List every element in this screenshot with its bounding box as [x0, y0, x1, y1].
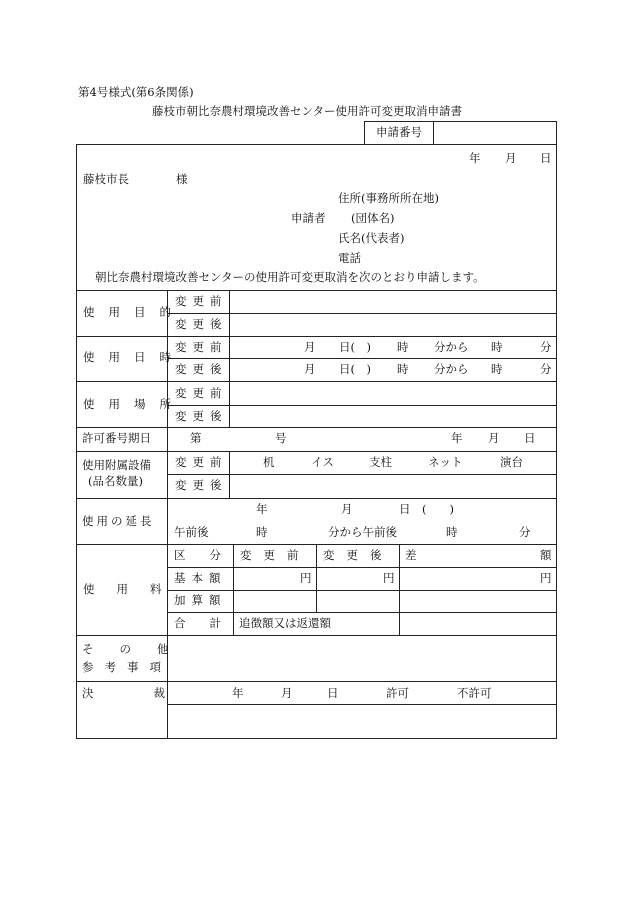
dt-before-month: 月 — [304, 340, 316, 354]
permit-year: 年 — [451, 431, 463, 445]
decision-year: 年 — [232, 686, 244, 700]
dt-before-minute: 分 — [540, 340, 552, 354]
datetime-after-label: 変更後 — [175, 362, 228, 376]
other-label: その他 — [82, 642, 195, 656]
decision-permit: 許可 — [386, 686, 409, 700]
dt-after-from: 分から — [434, 362, 469, 376]
extension-hour2: 時 — [446, 525, 458, 539]
dt-after-month: 月 — [304, 362, 316, 376]
fee-base-diff-yen: 円 — [540, 571, 552, 585]
dt-before-from: 分から — [434, 340, 469, 354]
place-before-field[interactable] — [234, 385, 552, 402]
dt-after-hour2: 時 — [491, 362, 503, 376]
fee-amount-header: 額 — [540, 548, 552, 562]
dt-after-day: 日( ) — [339, 362, 371, 376]
permit-month: 月 — [488, 431, 500, 445]
purpose-after-label: 変更後 — [175, 317, 228, 331]
dt-before-hour2: 時 — [491, 340, 503, 354]
fee-category-header: 区分 — [174, 548, 245, 562]
place-label: 使用場所 — [83, 397, 185, 411]
fee-refund-label: 追徴額又は返還額 — [239, 616, 331, 630]
applicant-name: 氏名(代表者) — [338, 231, 405, 245]
addressee: 藤枝市長 — [83, 172, 129, 186]
dt-after-hour: 時 — [397, 362, 409, 376]
other-sublabel: 参考事項 — [82, 660, 172, 674]
extension-minute: 分 — [519, 525, 531, 539]
datetime-label: 使用日時 — [83, 350, 185, 364]
equipment-net: ネット — [428, 455, 463, 469]
applicant-address: 住所(事務所所在地) — [338, 191, 439, 205]
date-month: 月 — [505, 151, 517, 165]
purpose-before-field[interactable] — [234, 293, 552, 310]
dt-after-minute: 分 — [540, 362, 552, 376]
extension-month: 月 — [341, 502, 353, 516]
fee-base-label: 基本額 — [174, 571, 227, 585]
datetime-before-label: 変更前 — [175, 340, 228, 354]
fee-base-after-yen: 円 — [383, 571, 395, 585]
applicant-org: (団体名) — [351, 211, 395, 225]
honorific: 様 — [176, 172, 188, 186]
extension-day: 日 ( ) — [399, 502, 454, 516]
purpose-before-label: 変更前 — [175, 294, 228, 308]
equipment-sublabel: (品名数量) — [88, 474, 143, 488]
statement: 朝比奈農村環境改善センターの使用許可変更取消を次のとおり申請します。 — [95, 270, 485, 284]
equipment-before-label: 変更前 — [175, 455, 228, 469]
equipment-chair: イス — [311, 455, 334, 469]
fee-before-header: 変更前 — [240, 548, 311, 562]
date-day: 日 — [540, 151, 552, 165]
place-after-field[interactable] — [234, 408, 552, 425]
place-after-label: 変更後 — [175, 409, 228, 423]
permit-go: 号 — [275, 431, 287, 445]
extension-from: 分から午前後 — [328, 525, 397, 539]
date-year: 年 — [469, 151, 481, 165]
extension-label: 使用の延長 — [82, 514, 155, 528]
equipment-pillar: 支柱 — [369, 455, 392, 469]
equipment-stage: 演台 — [500, 455, 523, 469]
purpose-after-field[interactable] — [234, 316, 552, 333]
equipment-after-label: 変更後 — [175, 478, 228, 492]
fee-add-label: 加算額 — [174, 593, 227, 607]
permit-label: 許可番号期日 — [82, 431, 151, 445]
fee-diff-header: 差 — [405, 548, 417, 562]
application-number-field[interactable] — [440, 127, 550, 139]
decision-deny: 不許可 — [457, 686, 492, 700]
permit-dai: 第 — [190, 431, 202, 445]
decision-label: 決裁 — [82, 686, 225, 700]
fee-label: 使用料 — [83, 582, 184, 596]
applicant-phone: 電話 — [338, 251, 361, 265]
fee-base-before-yen: 円 — [300, 571, 312, 585]
extension-hour: 時 — [256, 525, 268, 539]
equipment-label: 使用附属設備 — [82, 458, 151, 472]
extension-year: 年 — [256, 502, 268, 516]
form-title: 藤枝市朝比奈農村環境改善センター使用許可変更取消申請書 — [152, 104, 463, 118]
decision-day: 日 — [327, 686, 339, 700]
form-number: 第4号様式(第6条関係) — [78, 85, 194, 99]
dt-before-day: 日( ) — [339, 340, 371, 354]
decision-month: 月 — [281, 686, 293, 700]
other-field[interactable] — [172, 640, 552, 676]
extension-am: 午前後 — [174, 525, 209, 539]
fee-total-label: 合計 — [174, 616, 245, 630]
applicant-label: 申請者 — [291, 211, 326, 225]
fee-after-header: 変更後 — [323, 548, 394, 562]
application-number-label: 申請番号 — [376, 125, 422, 139]
purpose-label: 使用目的 — [83, 305, 185, 319]
permit-day: 日 — [524, 431, 536, 445]
place-before-label: 変更前 — [175, 386, 228, 400]
dt-before-hour: 時 — [397, 340, 409, 354]
equipment-desk: 机 — [263, 455, 275, 469]
